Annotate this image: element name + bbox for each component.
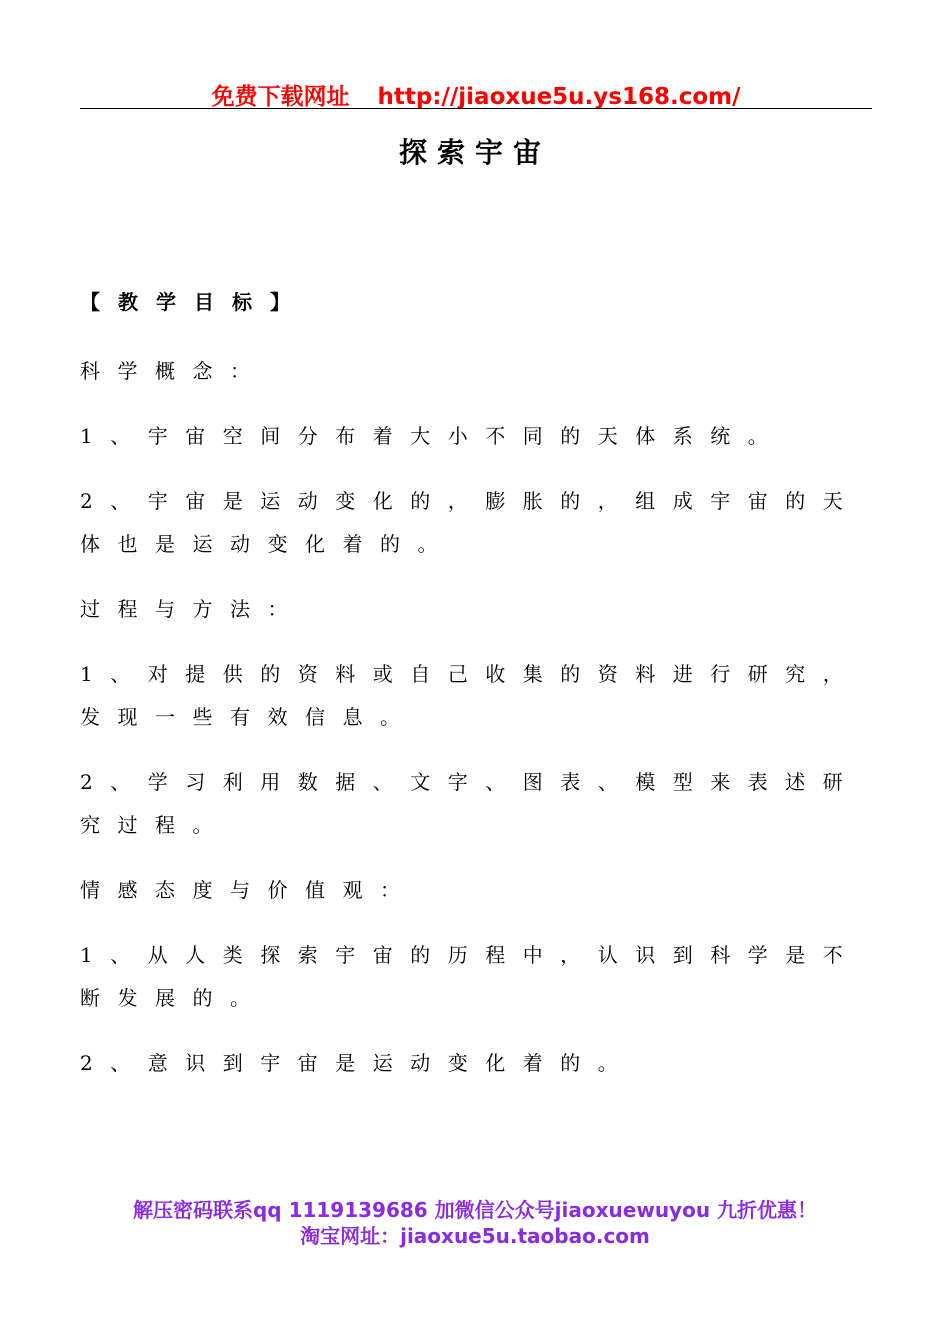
- paragraph-line: 2、学习利用数据、文字、图表、模型来表述研: [80, 770, 861, 794]
- paragraph-line: 过程与方法：: [80, 597, 305, 621]
- paragraph: [80, 415, 856, 458]
- paragraph: [80, 761, 861, 847]
- paragraph: [80, 480, 861, 566]
- paragraph-line: 发现一些有效信息。: [80, 705, 418, 729]
- footer-contact-line: 解压密码联系qq 1119139686 加微信公众号jiaoxuewuyou 九折优惠！: [132, 1198, 818, 1222]
- contact-footer: [0, 1197, 950, 1249]
- header-divider: [80, 108, 872, 109]
- paragraph-line: 科学概念：: [80, 359, 268, 383]
- document-title: 探索宇宙: [398, 136, 551, 169]
- header-label: 免费下载网址: [211, 84, 350, 110]
- paragraph: [80, 350, 856, 393]
- paragraph: [80, 934, 861, 1020]
- document-body: [80, 285, 861, 1107]
- paragraph-line: 断发展的。: [80, 986, 268, 1010]
- paragraph-line: 2、宇宙是运动变化的，膨胀的，组成宇宙的天: [80, 489, 861, 513]
- header-url-link[interactable]: http://jiaoxue5u.ys168.com/: [377, 84, 741, 110]
- section-heading: 【教学目标】: [80, 290, 308, 314]
- paragraph-line: 1、从人类探索宇宙的历程中，认识到科学是不: [80, 943, 861, 967]
- paragraph-line: 1、对提供的资料或自己收集的资料进行研究，: [80, 662, 861, 686]
- paragraph-line: 1、宇宙空间分布着大小不同的天体系统。: [80, 424, 786, 448]
- download-header: [80, 78, 872, 111]
- paragraph-line: 情感态度与价值观：: [80, 878, 418, 902]
- footer-shop-link[interactable]: 淘宝网址：jiaoxue5u.taobao.com: [300, 1224, 650, 1248]
- paragraph: [80, 1042, 856, 1085]
- paragraph-line: 体也是运动变化着的。: [80, 532, 455, 556]
- paragraph-line: 2、意识到宇宙是运动变化着的。: [80, 1051, 636, 1075]
- paragraph: [80, 588, 856, 631]
- paragraph: [80, 653, 861, 739]
- paragraph-line: 究过程。: [80, 813, 230, 837]
- paragraph: [80, 869, 856, 912]
